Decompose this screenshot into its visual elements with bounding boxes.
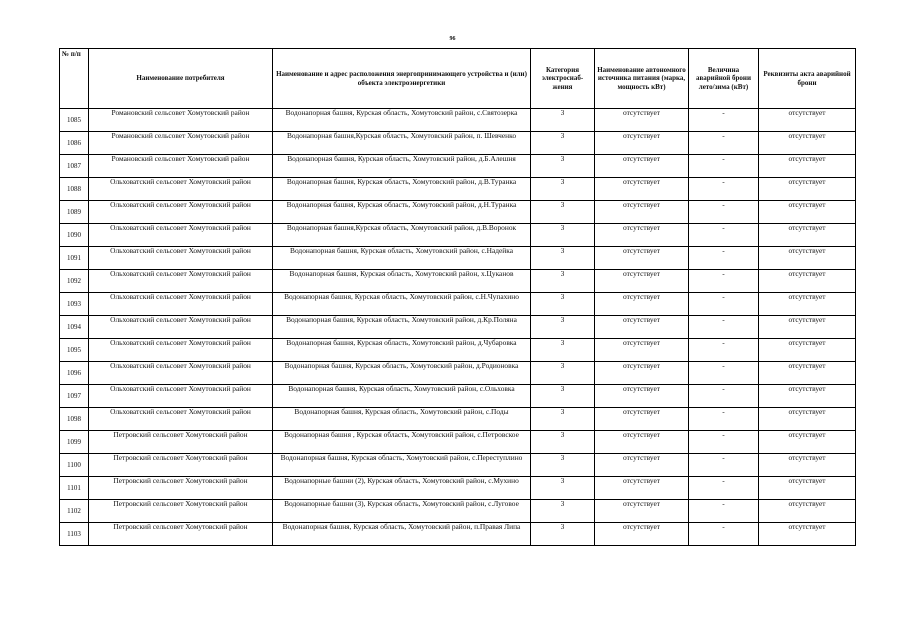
cell-source: отсутствует bbox=[595, 362, 689, 385]
cell-source: отсутствует bbox=[595, 109, 689, 132]
cell-consumer: Петровский сельсовет Хомутовский район bbox=[89, 500, 273, 523]
cell-act: отсутствует bbox=[759, 132, 856, 155]
cell-consumer: Романовский сельсовет Хомутовский район bbox=[89, 132, 273, 155]
cell-address: Водонапорные башни (3), Курская область, Хомутовский район, с.Луговое bbox=[273, 500, 531, 523]
table-row bbox=[60, 408, 856, 431]
cell-consumer: Ольховатский сельсовет Хомутовский район bbox=[89, 362, 273, 385]
cell-reserve: - bbox=[689, 362, 759, 385]
cell-category: 3 bbox=[531, 247, 595, 270]
cell-category: 3 bbox=[531, 408, 595, 431]
cell-reserve: - bbox=[689, 408, 759, 431]
header-reserve: Величина аварийной брони лето/зима (кВт) bbox=[689, 49, 759, 109]
cell-category: 3 bbox=[531, 316, 595, 339]
table-row bbox=[60, 201, 856, 224]
cell-reserve: - bbox=[689, 293, 759, 316]
cell-act: отсутствует bbox=[759, 523, 856, 546]
header-number: № п/п bbox=[60, 49, 89, 109]
cell-reserve: - bbox=[689, 132, 759, 155]
cell-consumer: Романовский сельсовет Хомутовский район bbox=[89, 155, 273, 178]
table-row bbox=[60, 270, 856, 293]
cell-address: Водонапорная башня, Курская область, Хомутовский район, д.Б.Алешня bbox=[273, 155, 531, 178]
cell-address: Водонапорная башня, Курская область, Хомутовский район, д.Родионовка bbox=[273, 362, 531, 385]
cell-source: отсутствует bbox=[595, 385, 689, 408]
cell-act: отсутствует bbox=[759, 155, 856, 178]
table-row bbox=[60, 431, 856, 454]
table-header-row bbox=[60, 49, 856, 109]
cell-number: 1086 bbox=[60, 132, 89, 155]
header-source: Наименование автономного источника питания (марка, мощность кВт) bbox=[595, 49, 689, 109]
cell-number: 1087 bbox=[60, 155, 89, 178]
cell-reserve: - bbox=[689, 477, 759, 500]
cell-reserve: - bbox=[689, 224, 759, 247]
cell-number: 1088 bbox=[60, 178, 89, 201]
cell-reserve: - bbox=[689, 385, 759, 408]
table-row bbox=[60, 385, 856, 408]
cell-act: отсутствует bbox=[759, 477, 856, 500]
cell-address: Водонапорная башня, Курская область, Хомутовский район, х.Цуканов bbox=[273, 270, 531, 293]
cell-address: Водонапорная башня, Курская область, Хомутовский район, д.В.Туранка bbox=[273, 178, 531, 201]
cell-source: отсутствует bbox=[595, 454, 689, 477]
cell-source: отсутствует bbox=[595, 523, 689, 546]
cell-category: 3 bbox=[531, 270, 595, 293]
table-row bbox=[60, 523, 856, 546]
cell-category: 3 bbox=[531, 132, 595, 155]
cell-reserve: - bbox=[689, 201, 759, 224]
table-row bbox=[60, 362, 856, 385]
cell-consumer: Петровский сельсовет Хомутовский район bbox=[89, 431, 273, 454]
cell-address: Водонапорная башня,Курская область, Хомутовский район, п. Шевченко bbox=[273, 132, 531, 155]
cell-category: 3 bbox=[531, 362, 595, 385]
table-row bbox=[60, 454, 856, 477]
cell-consumer: Петровский сельсовет Хомутовский район bbox=[89, 477, 273, 500]
cell-reserve: - bbox=[689, 247, 759, 270]
cell-number: 1096 bbox=[60, 362, 89, 385]
cell-category: 3 bbox=[531, 500, 595, 523]
cell-act: отсутствует bbox=[759, 109, 856, 132]
table-row bbox=[60, 224, 856, 247]
table-row bbox=[60, 316, 856, 339]
cell-number: 1101 bbox=[60, 477, 89, 500]
cell-category: 3 bbox=[531, 178, 595, 201]
cell-source: отсутствует bbox=[595, 339, 689, 362]
cell-reserve: - bbox=[689, 155, 759, 178]
cell-consumer: Петровский сельсовет Хомутовский район bbox=[89, 454, 273, 477]
cell-act: отсутствует bbox=[759, 178, 856, 201]
cell-address: Водонапорная башня, Курская область, Хомутовский район, с.Ольховка bbox=[273, 385, 531, 408]
cell-consumer: Петровский сельсовет Хомутовский район bbox=[89, 523, 273, 546]
cell-consumer: Ольховатский сельсовет Хомутовский район bbox=[89, 247, 273, 270]
cell-act: отсутствует bbox=[759, 385, 856, 408]
cell-act: отсутствует bbox=[759, 270, 856, 293]
cell-number: 1090 bbox=[60, 224, 89, 247]
cell-source: отсутствует bbox=[595, 247, 689, 270]
cell-act: отсутствует bbox=[759, 224, 856, 247]
cell-source: отсутствует bbox=[595, 178, 689, 201]
cell-number: 1089 bbox=[60, 201, 89, 224]
cell-number: 1091 bbox=[60, 247, 89, 270]
cell-consumer: Ольховатский сельсовет Хомутовский район bbox=[89, 408, 273, 431]
cell-address: Водонапорная башня , Курская область, Хомутовский район, с.Петровское bbox=[273, 431, 531, 454]
cell-source: отсутствует bbox=[595, 293, 689, 316]
cell-source: отсутствует bbox=[595, 201, 689, 224]
cell-number: 1100 bbox=[60, 454, 89, 477]
cell-reserve: - bbox=[689, 431, 759, 454]
cell-address: Водонапорная башня, Курская область, Хомутовский район, п.Правая Липа bbox=[273, 523, 531, 546]
cell-category: 3 bbox=[531, 293, 595, 316]
cell-source: отсутствует bbox=[595, 431, 689, 454]
cell-source: отсутствует bbox=[595, 270, 689, 293]
consumer-table bbox=[59, 48, 856, 546]
cell-address: Водонапорные башни (2), Курская область, Хомутовский район, с.Мухино bbox=[273, 477, 531, 500]
table-row bbox=[60, 500, 856, 523]
cell-source: отсутствует bbox=[595, 155, 689, 178]
cell-source: отсутствует bbox=[595, 408, 689, 431]
cell-reserve: - bbox=[689, 500, 759, 523]
cell-category: 3 bbox=[531, 385, 595, 408]
table-row bbox=[60, 293, 856, 316]
cell-address: Водонапорная башня, Курская область, Хомутовский район, с.Н.Чупахино bbox=[273, 293, 531, 316]
cell-source: отсутствует bbox=[595, 224, 689, 247]
cell-reserve: - bbox=[689, 523, 759, 546]
table-row bbox=[60, 339, 856, 362]
table-body bbox=[60, 109, 856, 546]
header-act: Реквизиты акта аварийной брони bbox=[759, 49, 856, 109]
cell-number: 1094 bbox=[60, 316, 89, 339]
cell-address: Водонапорная башня,Курская область, Хомутовский район, д.В.Воронок bbox=[273, 224, 531, 247]
cell-consumer: Ольховатский сельсовет Хомутовский район bbox=[89, 316, 273, 339]
cell-reserve: - bbox=[689, 178, 759, 201]
cell-act: отсутствует bbox=[759, 408, 856, 431]
cell-consumer: Ольховатский сельсовет Хомутовский район bbox=[89, 385, 273, 408]
cell-number: 1085 bbox=[60, 109, 89, 132]
table-row bbox=[60, 178, 856, 201]
cell-consumer: Ольховатский сельсовет Хомутовский район bbox=[89, 270, 273, 293]
table-row bbox=[60, 109, 856, 132]
cell-source: отсутствует bbox=[595, 316, 689, 339]
cell-address: Водонапорная башня, Курская область, Хомутовский район, с.Надейка bbox=[273, 247, 531, 270]
cell-act: отсутствует bbox=[759, 201, 856, 224]
cell-act: отсутствует bbox=[759, 500, 856, 523]
cell-address: Водонапорная башня, Курская область, Хомутовский район, с.Переступлино bbox=[273, 454, 531, 477]
cell-category: 3 bbox=[531, 224, 595, 247]
cell-reserve: - bbox=[689, 109, 759, 132]
cell-number: 1093 bbox=[60, 293, 89, 316]
cell-act: отсутствует bbox=[759, 431, 856, 454]
cell-category: 3 bbox=[531, 155, 595, 178]
table-row bbox=[60, 477, 856, 500]
cell-number: 1098 bbox=[60, 408, 89, 431]
table-row bbox=[60, 132, 856, 155]
table-row bbox=[60, 155, 856, 178]
cell-category: 3 bbox=[531, 339, 595, 362]
cell-number: 1092 bbox=[60, 270, 89, 293]
cell-category: 3 bbox=[531, 523, 595, 546]
cell-consumer: Романовский сельсовет Хомутовский район bbox=[89, 109, 273, 132]
cell-consumer: Ольховатский сельсовет Хомутовский район bbox=[89, 293, 273, 316]
cell-address: Водонапорная башня, Курская область, Хомутовский район, д.Чубаровка bbox=[273, 339, 531, 362]
cell-source: отсутствует bbox=[595, 500, 689, 523]
cell-address: Водонапорная башня, Курская область, Хомутовский район, с.Святозерка bbox=[273, 109, 531, 132]
cell-category: 3 bbox=[531, 431, 595, 454]
cell-address: Водонапорная башня, Курская область, Хомутовский район, д.Н.Туранка bbox=[273, 201, 531, 224]
cell-source: отсутствует bbox=[595, 477, 689, 500]
cell-act: отсутствует bbox=[759, 316, 856, 339]
table-row bbox=[60, 247, 856, 270]
cell-act: отсутствует bbox=[759, 247, 856, 270]
cell-consumer: Ольховатский сельсовет Хомутовский район bbox=[89, 201, 273, 224]
cell-category: 3 bbox=[531, 477, 595, 500]
cell-address: Водонапорная башня, Курская область, Хомутовский район, с.Поды bbox=[273, 408, 531, 431]
cell-consumer: Ольховатский сельсовет Хомутовский район bbox=[89, 224, 273, 247]
header-consumer: Наименование потребителя bbox=[89, 49, 273, 109]
cell-reserve: - bbox=[689, 454, 759, 477]
cell-address: Водонапорная башня, Курская область, Хомутовский район, д.Кр.Поляна bbox=[273, 316, 531, 339]
cell-act: отсутствует bbox=[759, 339, 856, 362]
cell-consumer: Ольховатский сельсовет Хомутовский район bbox=[89, 178, 273, 201]
cell-category: 3 bbox=[531, 454, 595, 477]
cell-category: 3 bbox=[531, 201, 595, 224]
cell-number: 1097 bbox=[60, 385, 89, 408]
cell-number: 1102 bbox=[60, 500, 89, 523]
header-category: Категория электроснаб-жения bbox=[531, 49, 595, 109]
cell-reserve: - bbox=[689, 339, 759, 362]
cell-reserve: - bbox=[689, 270, 759, 293]
page-number: 96 bbox=[449, 36, 456, 42]
cell-act: отсутствует bbox=[759, 293, 856, 316]
cell-consumer: Ольховатский сельсовет Хомутовский район bbox=[89, 339, 273, 362]
cell-act: отсутствует bbox=[759, 362, 856, 385]
cell-number: 1095 bbox=[60, 339, 89, 362]
cell-number: 1103 bbox=[60, 523, 89, 546]
header-address: Наименование и адрес расположения энергопринимающего устройства и (или) объекта электроэнергетики bbox=[273, 49, 531, 109]
cell-category: 3 bbox=[531, 109, 595, 132]
cell-source: отсутствует bbox=[595, 132, 689, 155]
cell-reserve: - bbox=[689, 316, 759, 339]
cell-number: 1099 bbox=[60, 431, 89, 454]
cell-act: отсутствует bbox=[759, 454, 856, 477]
